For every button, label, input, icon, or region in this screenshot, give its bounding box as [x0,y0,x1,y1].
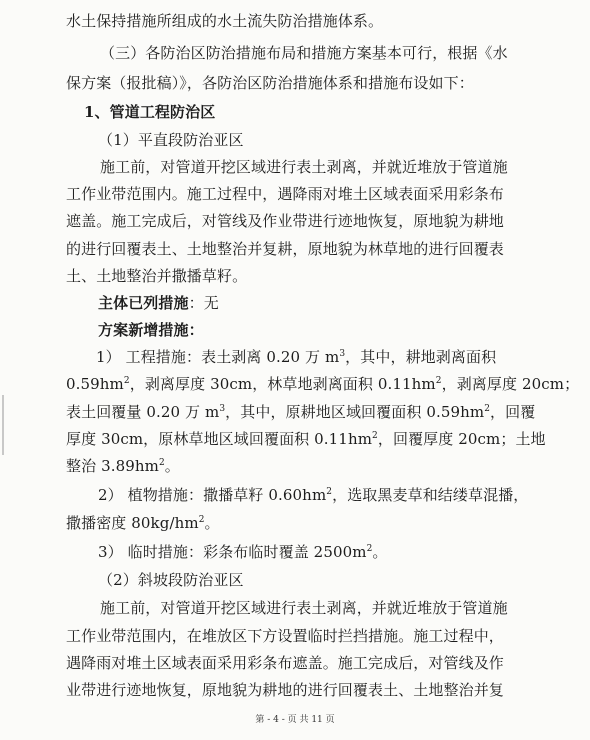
line-text: 0.59hm [66,375,124,393]
line-text: ，回覆 [490,403,536,421]
paragraph-line: 遇降雨对堆土区域表面采用彩条布遮盖。施工完成后，对管线及作 [66,654,504,672]
paragraph-line [66,456,528,476]
line-text: 整治 3.89hm [66,457,159,475]
paragraph-line [66,402,536,422]
line-text: 表土回覆量 0.20 万 m [66,403,220,421]
page-footer: 第 - 4 - 页 共 11 页 [255,715,335,725]
existing-measures-label: 主体已列措施 [98,294,189,312]
paragraph-line: 保方案（报批稿）》，各防治区防治措施体系和措施布设如下： [66,74,474,92]
line-text: 。 [372,543,388,561]
line-text: 2） 植物措施：撒播草籽 0.60hm [98,486,327,504]
line-text: ，回覆厚度 20cm；土地 [377,430,546,448]
plant-measures-line [98,485,560,505]
paragraph-line: 土、土地整治并撒播草籽。 [66,267,248,285]
line-text: 。 [204,514,220,532]
paragraph-line: 的进行回覆表土、土地整治并复耕，原地貌为林草地的进行回覆表 [66,240,504,258]
line-text: 撒播密度 80kg/hm [66,514,199,532]
paragraph-line [66,374,580,394]
paragraph-line: 工作业带范围内。施工过程中，遇降雨对堆土区域表面采用彩条布 [66,185,504,203]
superscript: 2 [366,544,373,554]
superscript: 2 [484,404,491,414]
existing-measures-value: ：无 [188,294,219,312]
superscript: 2 [158,458,165,468]
subarea-heading: （2）斜坡段防治亚区 [98,571,244,589]
line-text: ，其中，耕地剥离面积 [345,348,497,366]
line-text: 3） 临时措施：彩条布临时覆盖 2500m [98,543,367,561]
superscript: 2 [435,376,442,386]
line-text: ，选取黑麦草和结缕草混播， [332,486,529,504]
new-measures-label: 方案新增措施： [98,321,204,339]
line-text: ，剥离厚度 20cm； [441,375,580,393]
superscript: 2 [198,515,205,525]
line-text: ，剥离厚度 30cm，林草地剥离面积 0.11hm [129,375,436,393]
superscript: 3 [219,404,226,414]
superscript: 2 [123,376,130,386]
scan-edge-mark [2,395,4,455]
line-text: 1） 工程措施：表土剥离 0.20 万 m [96,348,340,366]
paragraph-line [66,429,546,449]
paragraph-line: 施工前，对管道开挖区域进行表土剥离，并就近堆放于管道施 [100,599,508,617]
engineering-measures-line [96,347,558,367]
paragraph-line: 工作业带范围内，在堆放区下方设置临时拦挡措施。施工过程中， [66,627,504,645]
superscript: 3 [339,349,346,359]
existing-measures-line [98,293,560,313]
paragraph-line [66,513,528,533]
paragraph-line: 施工前，对管道开挖区域进行表土剥离，并就近堆放于管道施 [100,158,508,176]
superscript: 2 [372,431,378,441]
line-text: 厚度 30cm，原林草地区域回覆面积 0.11hm [66,430,373,448]
line-text: ，其中，原耕地区域回覆面积 0.59hm [225,403,485,421]
subarea-heading: （1）平直段防治亚区 [98,131,244,149]
subsection-heading: 1、管道工程防治区 [84,103,216,121]
paragraph-line: 遮盖。施工完成后，对管线及作业带进行迹地恢复，原地貌为耕地 [66,212,504,230]
superscript: 2 [326,487,333,497]
section-heading: （三）各防治区防治措施布局和措施方案基本可行，根据《水 [100,44,508,62]
line-text: 。 [164,457,180,475]
paragraph-line: 业带进行迹地恢复，原地貌为耕地的进行回覆表土、土地整治并复 [66,681,504,699]
paragraph-line: 水土保持措施所组成的水土流失防治措施体系。 [66,12,384,30]
temporary-measures-line [98,542,560,562]
